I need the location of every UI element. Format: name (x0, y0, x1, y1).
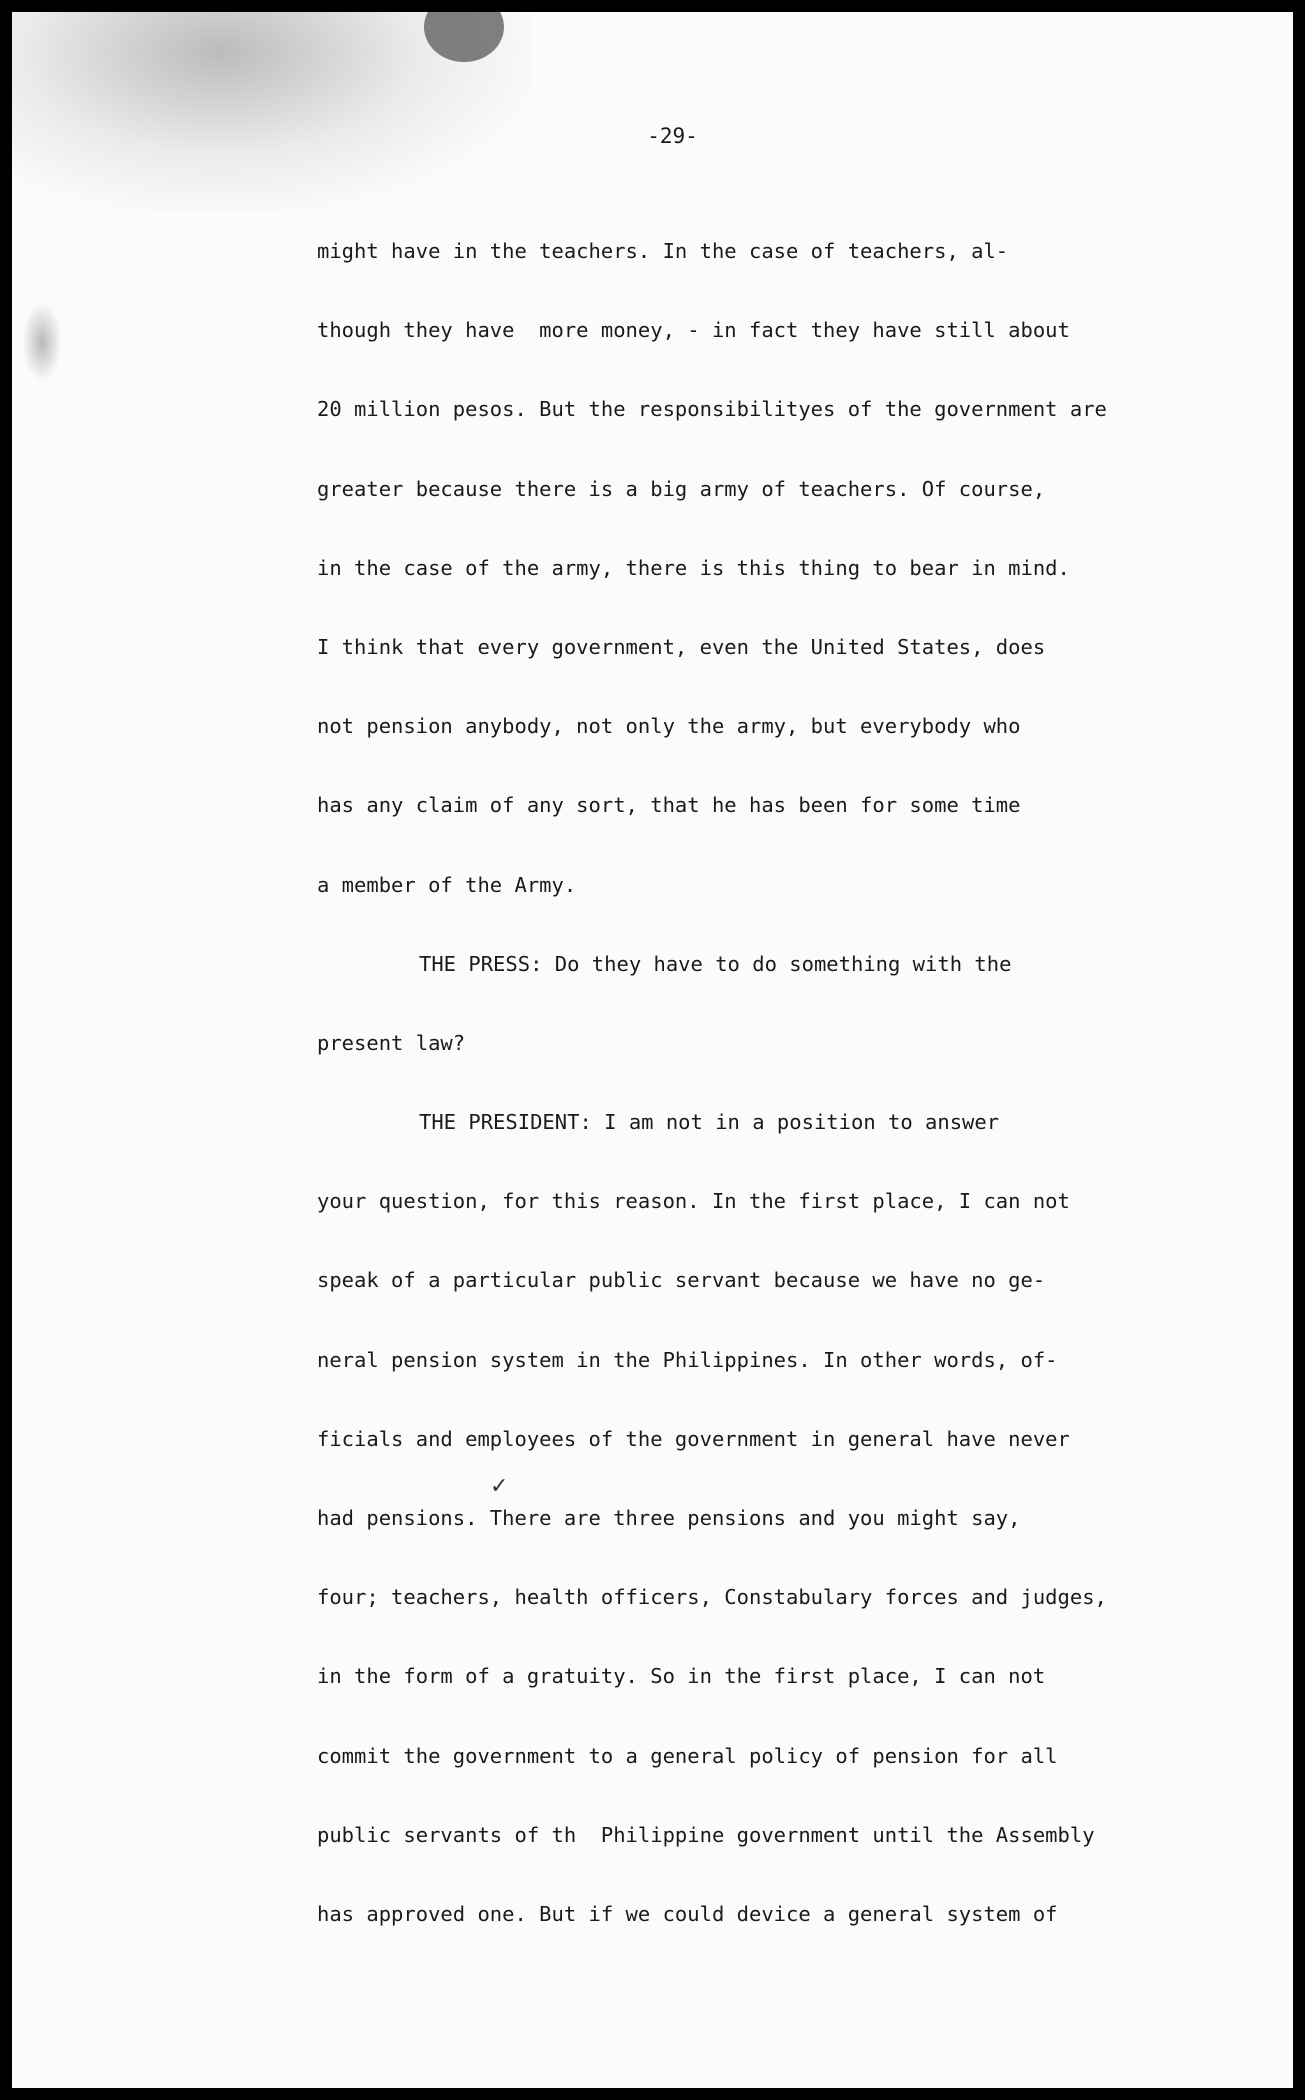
speaker-line-president: THE PRESIDENT: I am not in a position to answer (419, 1110, 1000, 1135)
text-line: I think that every government, even the United States, does (317, 634, 1046, 659)
text-line: speak of a particular public servant because we have no ge- (317, 1268, 1046, 1293)
transcript-body (317, 226, 1197, 1968)
check-mark-icon: ✓ (490, 1474, 509, 1499)
text-line: has approved one. But if we could device a general system of (317, 1901, 1058, 1926)
text-line: had pensions. There are three pensions and you might say, (317, 1506, 1021, 1530)
text-line: commit the government to a general policy of pension for all (317, 1743, 1058, 1768)
text-line: public servants of th Philippine government until the Assembly (317, 1822, 1095, 1847)
text-line: your question, for this reason. In the first place, I can not (317, 1189, 1070, 1214)
text-line: 20 million pesos. But the responsibilityes of the government are (317, 397, 1107, 422)
text-line: neral pension system in the Philippines. In other words, of- (317, 1347, 1058, 1372)
text-line: present law? (317, 1030, 466, 1055)
text-line: has any claim of any sort, that he has been for some time (317, 793, 1021, 818)
text-line: though they have more money, - in fact they have still about (317, 318, 1070, 343)
page-number: -29- (647, 124, 698, 148)
text-line: in the form of a gratuity. So in the first place, I can not (317, 1664, 1046, 1689)
scan-smudge-side (22, 302, 62, 382)
text-line: in the case of the army, there is this thing to bear in mind. (317, 555, 1070, 580)
text-line: ficials and employees of the government in general have never (317, 1426, 1070, 1451)
text-line: might have in the teachers. In the case of teachers, al- (317, 239, 1009, 263)
text-line: not pension anybody, not only the army, but everybody who (317, 714, 1021, 739)
text-line: four; teachers, health officers, Constabulary forces and judges, (317, 1585, 1107, 1610)
text-line: greater because there is a big army of teachers. Of course, (317, 476, 1046, 501)
speaker-line-press: THE PRESS: Do they have to do something with the (419, 951, 1012, 976)
document-page (12, 12, 1293, 2088)
text-line: a member of the Army. (317, 872, 577, 897)
